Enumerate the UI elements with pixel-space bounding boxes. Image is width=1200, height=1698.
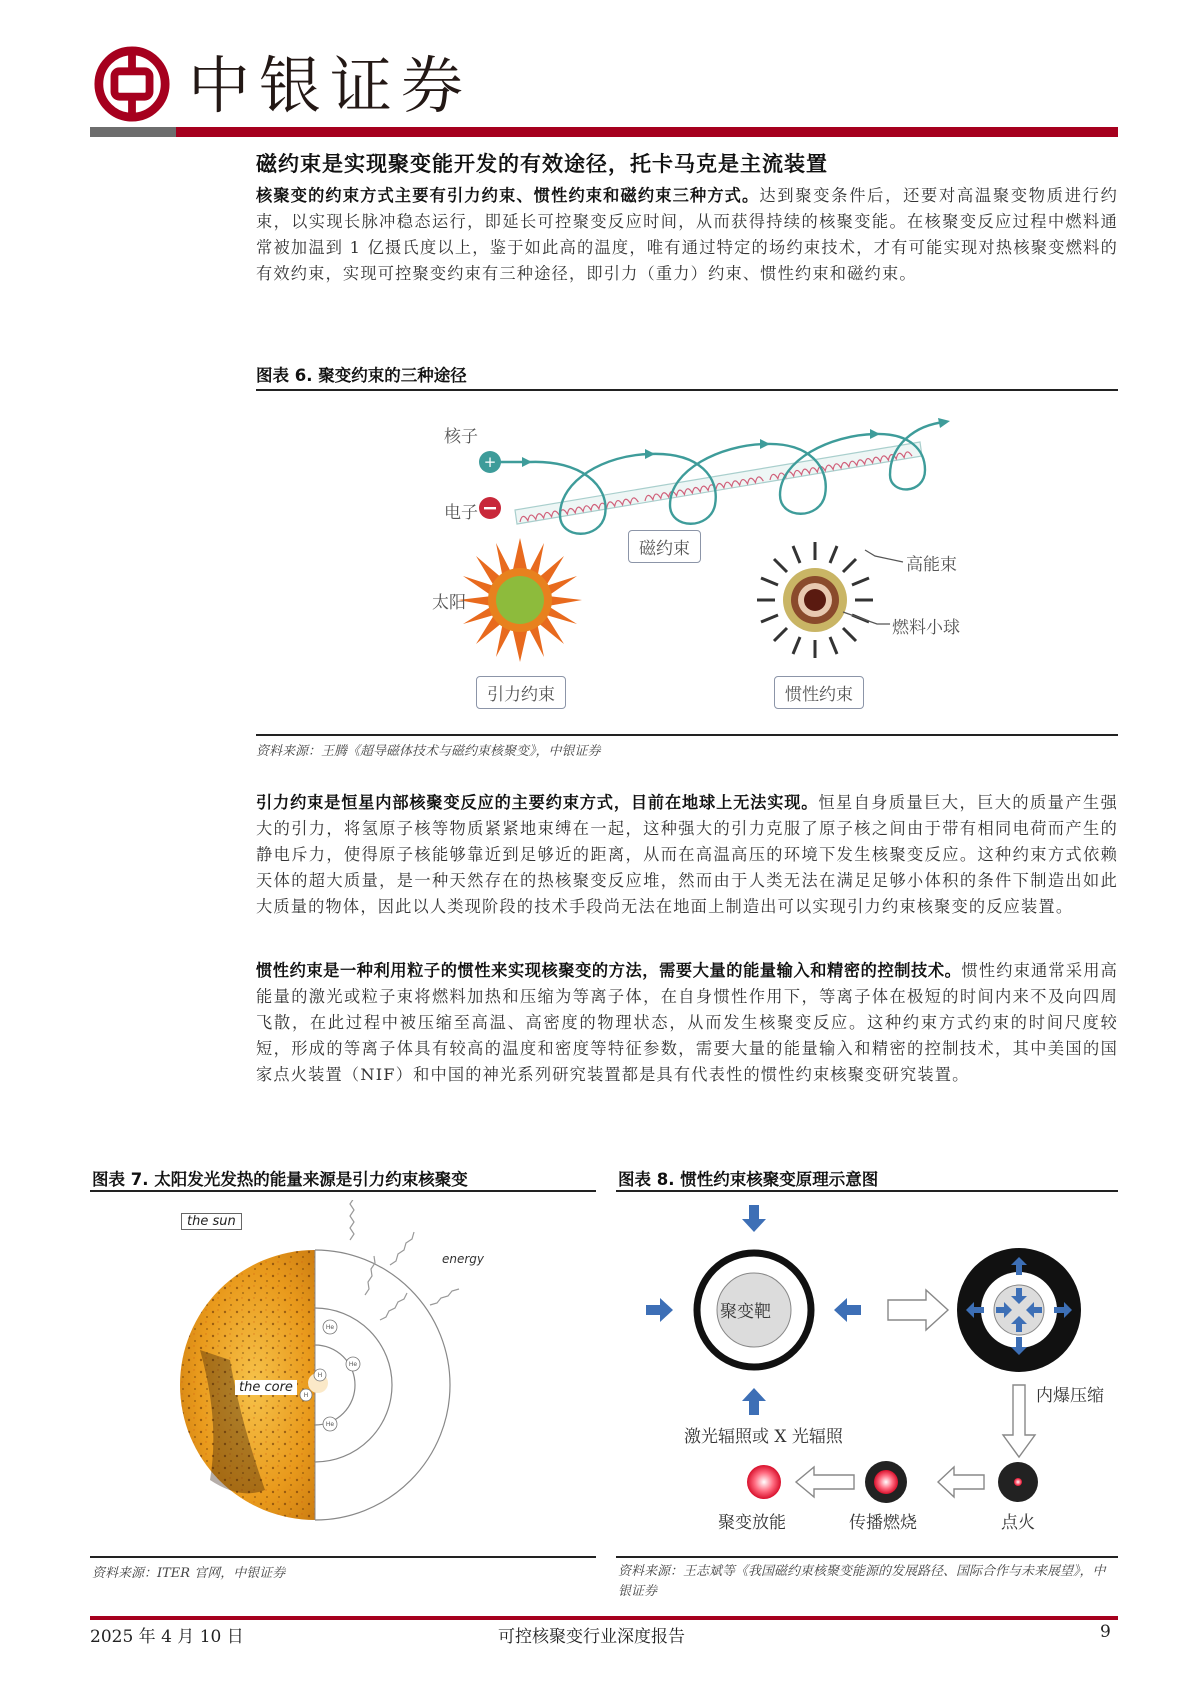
tag-gravity-confinement: 引力约束 xyxy=(476,676,566,709)
label-implosion: 内爆压缩 xyxy=(1036,1386,1104,1406)
hollow-arrow-left-icon xyxy=(796,1467,854,1497)
figure-8-diagram xyxy=(616,1195,1118,1551)
sun-cross-section-diagram xyxy=(90,1200,596,1550)
figure-8-top-rule xyxy=(616,1190,1118,1192)
paragraph-3-body: 惯性约束通常采用高能量的激光或粒子束将燃料加热和压缩为等离子体，在自身惯性作用下，等离子体在极短的时间内来不及向四周飞散，在此过程中被压缩至高温、高密度的物理状态，从而发生核聚变反应。这种约束方式约束的时间尺度较短，形成的等离子体具有较高的温度和密度等特征参数，需要大量的能量输入和精密的控制技术，其中美国的国家点火装置（NIF）和中国的神光系列研究装置都是具有代表性的惯性约束核聚变研究装置。 xyxy=(256,961,1118,1084)
burn-propagation-icon xyxy=(865,1461,907,1503)
svg-text:He: He xyxy=(325,1421,335,1428)
tag-inertial-confinement: 惯性约束 xyxy=(774,676,864,709)
figure-8-bottom-rule xyxy=(616,1556,1118,1558)
figure-6-bottom-rule xyxy=(256,734,1118,736)
figure-7-top-rule xyxy=(90,1190,596,1192)
brand-name: 中银证券 xyxy=(188,49,473,122)
label-irradiation: 激光辐照或 X 光辐照 xyxy=(684,1427,843,1447)
label-the-core: the core xyxy=(235,1380,297,1395)
label-burn: 传播燃烧 xyxy=(849,1513,917,1533)
hollow-arrow-down-icon xyxy=(1003,1385,1035,1457)
figure-8-source: 资料来源：王志斌等《我国磁约束核聚变能源的发展路径、国际合作与未来展望》，中银证券 xyxy=(618,1564,1106,1599)
section-headline: 磁约束是实现聚变能开发的有效途径，托卡马克是主流装置 xyxy=(256,152,828,176)
label-the-sun: the sun xyxy=(181,1213,242,1230)
paragraph-1-lead: 核聚变的约束方式主要有引力约束、惯性约束和磁约束三种方式。 xyxy=(256,186,760,205)
paragraph-1 xyxy=(256,183,1118,287)
svg-text:H: H xyxy=(303,1392,309,1399)
figure-7-source: 资料来源：ITER 官网，中银证券 xyxy=(92,1566,286,1581)
figure-6-diagram xyxy=(420,400,980,720)
paragraph-2 xyxy=(256,790,1118,920)
figure-7-title: 图表 7. 太阳发光发热的能量来源是引力约束核聚变 xyxy=(92,1170,468,1189)
label-sun: 太阳 xyxy=(432,593,466,613)
sun-layers-icon xyxy=(315,1250,450,1520)
footer-date: 2025 年 4 月 10 日 xyxy=(90,1627,244,1647)
fuel-pellet-icon xyxy=(757,542,903,658)
label-energy: energy xyxy=(442,1252,485,1266)
label-release: 聚变放能 xyxy=(718,1513,786,1533)
figure-6-top-rule xyxy=(256,389,1118,391)
svg-text:He: He xyxy=(348,1361,358,1368)
paragraph-1-body: 达到聚变条件后，还要对高温聚变物质进行约束，以实现长脉冲稳态运行，即延长可控聚变反应时间，从而获得持续的核聚变能。在核聚变反应过程中燃料通常被加温到 1 亿摄氏度以上，鉴于如此高的温度，唯有通过特定的场约束技术，才有可能实现对热核聚变燃料的有效约束，实现可控聚变约束有三种途径，即引力（重力）约束、惯性约束和磁约束。 xyxy=(256,186,1119,283)
figure-7-diagram xyxy=(90,1200,596,1550)
fusion-energy-release-icon xyxy=(747,1465,781,1499)
magnetic-field-tube-icon xyxy=(515,442,922,524)
label-fusion-target: 聚变靶 xyxy=(720,1302,771,1322)
svg-text:He: He xyxy=(325,1324,335,1331)
label-ignition: 点火 xyxy=(1001,1513,1035,1533)
footer-rule xyxy=(90,1616,1118,1620)
compressed-target-icon xyxy=(957,1248,1081,1372)
hollow-arrow-left-icon xyxy=(938,1467,984,1497)
sun-icon xyxy=(458,538,582,662)
footer-page-number: 9 xyxy=(1100,1622,1111,1642)
paragraph-2-body: 恒星自身质量巨大，巨大的质量产生强大的引力，将氢原子核等物质紧紧地束缚在一起，这种强大的引力克服了原子核之间由于带有相同电荷而产生的静电斥力，使得原子核能够靠近到足够近的距离，从而在高温高压的环境下发生核聚变反应。这种约束方式依赖天体的超大质量，是一种天然存在的热核聚变反应堆，然而由于人类无法在满足足够小体积的条件下制造出如此大质量的物体，因此以人类现阶段的技术手段尚无法在地面上制造出可以实现引力约束核聚变的反应装置。 xyxy=(256,793,1118,916)
header-bar-gray xyxy=(90,127,176,137)
bank-of-china-logo-icon xyxy=(93,45,171,123)
svg-text:H: H xyxy=(317,1372,323,1379)
header-bar-red xyxy=(176,127,1118,137)
svg-text:+: + xyxy=(483,453,497,471)
tag-magnetic-confinement: 磁约束 xyxy=(628,530,701,563)
inertial-fusion-process-diagram xyxy=(616,1195,1118,1551)
ignition-icon xyxy=(998,1462,1038,1502)
figure-7-bottom-rule xyxy=(90,1556,596,1558)
figure-8-title: 图表 8. 惯性约束核聚变原理示意图 xyxy=(618,1170,879,1189)
label-high-energy-beam: 高能束 xyxy=(906,555,957,575)
paragraph-3-lead: 惯性约束是一种利用粒子的惯性来实现核聚变的方法，需要大量的能量输入和精密的控制技术。 xyxy=(256,961,962,980)
paragraph-2-lead: 引力约束是恒星内部核聚变反应的主要约束方式，目前在地球上无法实现。 xyxy=(256,793,819,812)
label-electron: 电子 xyxy=(444,503,478,523)
paragraph-3 xyxy=(256,958,1118,1088)
figure-6-source: 资料来源：王腾《超导磁体技术与磁约束核聚变》，中银证券 xyxy=(256,744,601,759)
label-nucleus: 核子 xyxy=(444,427,478,447)
hollow-arrow-right-icon xyxy=(888,1290,948,1330)
footer-report-title: 可控核聚变行业深度报告 xyxy=(498,1627,685,1647)
figure-6-title: 图表 6. 聚变约束的三种途径 xyxy=(256,366,467,385)
label-fuel-pellet: 燃料小球 xyxy=(892,618,960,638)
